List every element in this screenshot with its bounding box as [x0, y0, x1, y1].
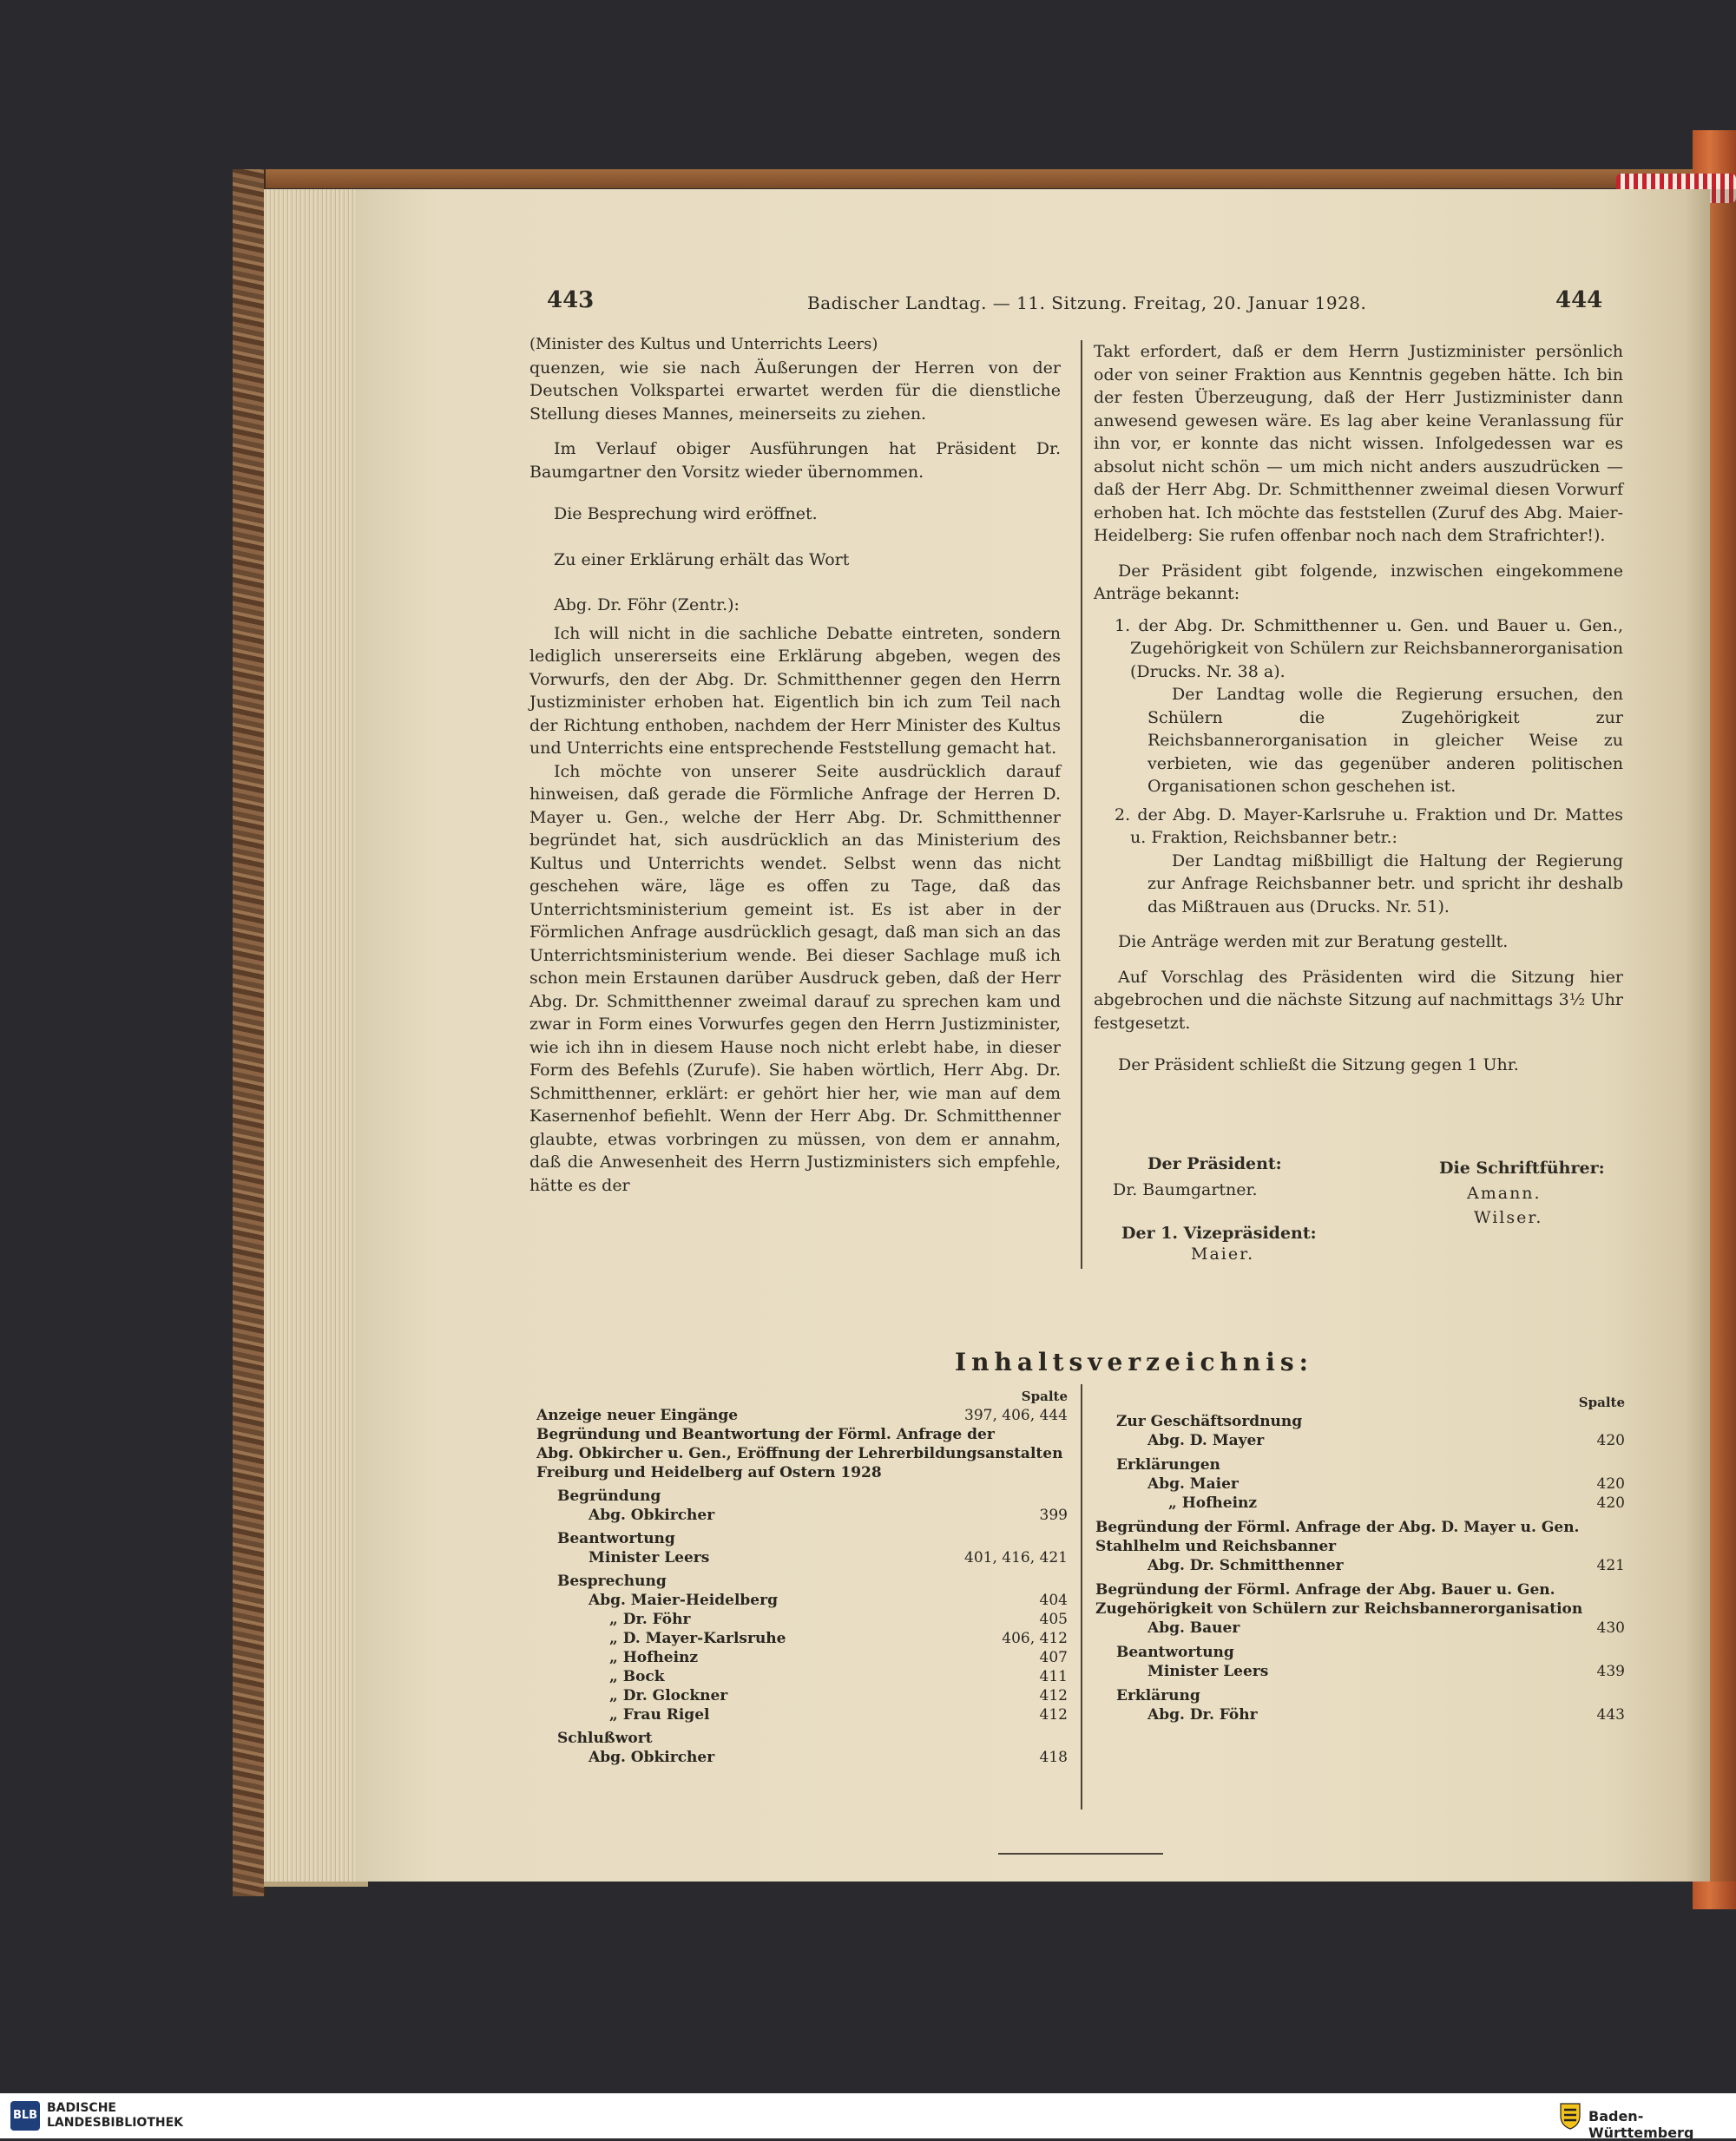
vice-president-label: Der 1. Vizepräsident: — [1121, 1224, 1317, 1243]
secretary-name: Wilser. — [1474, 1208, 1543, 1227]
toc-entry-page: 399 — [1039, 1507, 1068, 1524]
toc-entry — [1095, 1662, 1625, 1681]
motion-text: Der Landtag mißbilligt die Haltung der Regierung zur Anfrage Reichsbanner betr. und spricht ihr deshalb das Mißtrauen aus (Drucks. Nr. 51). — [1147, 850, 1623, 916]
toc-entry-page: 404 — [1039, 1592, 1068, 1609]
toc-entry-text: Abg. Obkircher u. Gen., Eröffnung der Lehrerbildungsanstalten — [536, 1445, 1063, 1462]
toc-entry — [536, 1548, 1068, 1567]
blb-name[interactable] — [47, 2101, 183, 2131]
toc-entry-page: 407 — [1039, 1649, 1068, 1666]
toc-entry-text: Begründung und Beantwortung der Förml. Anfrage der — [536, 1426, 995, 1443]
toc-entry-page: 421 — [1596, 1557, 1625, 1574]
vice-president-name: Maier. — [1191, 1245, 1255, 1264]
toc-entry — [536, 1648, 1068, 1667]
paragraph: Ich möchte von unserer Seite ausdrücklich darauf hinweisen, daß gerade die Förmliche Anfrage der Herren D. Mayer u. Gen., welche der Herr Abg. Dr. Schmitthenner begründet hat, sich ausdrücklich an das Ministerium des Kultus und Unterrichts wendet. Selbst wenn das nicht geschehen wäre, läge es offen zu Tage, daß das Unterrichtsministerium gemeint ist. Es ist aber in der Förmlichen Anfrage ausdrücklich gesagt, daß man sich an das Unterrichtsministerium wende. Bei dieser Sachlage muß ich schon mein Erstaunen darüber Ausdruck geben, daß der Herr Abg. Dr. Schmitthenner zweimal darauf zu sprechen kam und zwar in Form eines Vorwurfes gegen den Herrn Justizminister, wie ich ihn in diesem Hause noch nicht erlebt habe, in dieser Form des Befehls (Zurufe). Sie haben wörtlich, Herr Abg. Dr. Schmitthenner, erklärt: er gehört hier her, wie man auf dem Kasernenhof befiehlt. Wenn der Herr Abg. Dr. Schmitthenner glaubte, etwas vorbringen zu müssen, von dem er annahm, daß die Anwesenheit des Herrn Justizministers sich empfehle, hätte es der — [529, 761, 1061, 1195]
minister-context-line: (Minister des Kultus und Unterrichts Leers) — [529, 335, 878, 353]
paragraph: Auf Vorschlag des Präsidenten wird die Sitzung hier abgebrochen und die nächste Sitzung auf nachmittags 3½ Uhr festgesetzt. — [1094, 967, 1623, 1033]
toc-entry — [1095, 1643, 1625, 1662]
right-text-column — [1094, 340, 1623, 1077]
toc-entry-page: 412 — [1039, 1687, 1068, 1704]
column-divider — [1081, 340, 1082, 1269]
paragraph: Im Verlauf obiger Ausführungen hat Präsident Dr. Baumgartner den Vorsitz wieder übernommen. — [529, 439, 1061, 482]
toc-entry-text: Minister Leers — [1147, 1663, 1269, 1680]
toc-entry-page: 412 — [1039, 1706, 1068, 1724]
toc-column-header: Spalte — [1578, 1395, 1625, 1410]
toc-entry — [536, 1425, 1068, 1444]
toc-entry — [536, 1506, 1068, 1525]
state-name[interactable]: Baden-Württemberg — [1588, 2108, 1694, 2141]
toc-entry — [1095, 1580, 1625, 1599]
right-page-number: 444 — [1555, 287, 1603, 313]
running-head: Badischer Landtag. — 11. Sitzung. Freitag, 20. Januar 1928. — [807, 292, 1367, 313]
toc-entry-text: Abg. Bauer — [1147, 1619, 1240, 1637]
toc-title: Inhaltsverzeichnis: — [955, 1348, 1313, 1376]
paragraph: Die Anträge werden mit zur Beratung gestellt. — [1118, 932, 1509, 951]
toc-entry-text: Anzeige neuer Eingänge — [536, 1407, 739, 1424]
toc-entry-text: Freiburg und Heidelberg auf Ostern 1928 — [536, 1464, 882, 1481]
toc-entry-text: Erklärung — [1116, 1687, 1200, 1704]
toc-entry — [1095, 1455, 1625, 1474]
toc-entry — [1095, 1518, 1625, 1537]
toc-entry-page: 401, 416, 421 — [964, 1549, 1068, 1566]
paragraph: quenzen, wie sie nach Äußerungen der Herren von der Deutschen Volkspartei erwartet werden für die dienstliche Stellung dieses Mannes, meinerseits zu ziehen. — [529, 358, 1061, 424]
toc-entry-text: „ Dr. Glockner — [609, 1687, 728, 1704]
toc-entry — [1095, 1705, 1625, 1724]
toc-entry — [536, 1591, 1068, 1610]
toc-entry-page: 397, 406, 444 — [964, 1407, 1068, 1424]
toc-entry — [536, 1529, 1068, 1548]
toc-entry-page: 420 — [1596, 1494, 1625, 1512]
paragraph: Ich will nicht in die sachliche Debatte eintreten, sondern lediglich unsererseits eine Erklärung abgeben, wegen des Vorwurfs, den der Abg. Dr. Schmitthenner gegen den Herrn Justizminister erhoben hat. Eigentlich bin ich zum Teil nach der Richtung enthoben, nachdem der Herr Minister des Kultus und Unterrichts eine entsprechende Feststellung gemacht hat. — [529, 623, 1061, 758]
toc-entry-text: Begründung der Förml. Anfrage der Abg. D. Mayer u. Gen. — [1095, 1519, 1580, 1536]
left-text-column — [529, 333, 1061, 1197]
secretary-name: Amann. — [1467, 1184, 1542, 1203]
toc-entry-text: Beantwortung — [557, 1530, 675, 1547]
toc-entry-page: 411 — [1039, 1668, 1068, 1685]
toc-entry — [536, 1444, 1068, 1463]
speaker-line: Abg. Dr. Föhr (Zentr.): — [554, 595, 740, 614]
toc-entry-text: Abg. Maier-Heidelberg — [589, 1592, 778, 1609]
president-label: Der Präsident: — [1147, 1154, 1282, 1173]
toc-entry-text: Erklärungen — [1116, 1456, 1220, 1474]
gutter-shadow — [1684, 189, 1736, 1882]
toc-entry — [1095, 1474, 1625, 1494]
toc-entry — [536, 1572, 1068, 1591]
toc-entry — [1095, 1494, 1625, 1513]
toc-entry-text: Schlußwort — [557, 1730, 653, 1747]
left-page-number: 443 — [547, 287, 595, 313]
president-name: Dr. Baumgartner. — [1113, 1180, 1258, 1199]
toc-entry — [1095, 1412, 1625, 1431]
toc-entry-text: „ Frau Rigel — [609, 1706, 710, 1724]
blb-name-line2: LANDESBIBLIOTHEK — [47, 2116, 184, 2130]
paragraph: Takt erfordert, daß er dem Herrn Justizminister persönlich oder von seiner Fraktion aus Kenntnis gegeben hätte. Ich bin der festen Überzeugung, daß der Herr Justizminister dann anwesend gewesen wäre. Es lag aber keine Veranlassung für ihn vor, er konnte das nicht wissen. Infolgedessen war es absolut nicht schön — um mich nicht anders auszudrücken — daß der Herr Abg. Dr. Schmitthenner zweimal diesen Vorwurf erhoben hat. Ich möchte das feststellen (Zuruf des Abg. Maier-Heidelberg: Sie rufen offenbar noch nach dem Strafrichter!). — [1094, 342, 1623, 545]
toc-entry-text: Abg. Dr. Föhr — [1147, 1706, 1258, 1724]
toc-left-column — [536, 1387, 1068, 1767]
toc-entry-text: „ Hofheinz — [609, 1649, 699, 1666]
toc-entry — [1095, 1619, 1625, 1638]
toc-entry-text: Begründung der Förml. Anfrage der Abg. Bauer u. Gen. — [1095, 1581, 1555, 1599]
toc-entry-text: Abg. Maier — [1147, 1475, 1239, 1493]
toc-entry-text: Begründung — [557, 1488, 661, 1505]
toc-entry — [536, 1686, 1068, 1705]
toc-entry-page: 430 — [1596, 1619, 1625, 1637]
toc-entry-text: Abg. D. Mayer — [1147, 1432, 1265, 1449]
toc-entry-page: 418 — [1039, 1749, 1068, 1766]
toc-entry-text: Besprechung — [557, 1573, 667, 1590]
toc-entry-text: Zugehörigkeit von Schülern zur Reichsbannerorganisation — [1095, 1600, 1583, 1618]
toc-entry — [536, 1729, 1068, 1748]
motion-item: 1. der Abg. Dr. Schmitthenner u. Gen. und Bauer u. Gen., Zugehörigkeit von Schülern zur Reichsbannerorganisation (Drucks. Nr. 38 a). — [1115, 615, 1623, 681]
toc-entry-text: Abg. Obkircher — [589, 1749, 715, 1766]
book-cover-top — [233, 169, 1726, 188]
toc-entry — [536, 1705, 1068, 1724]
paragraph: Der Präsident gibt folgende, inzwischen eingekommene Anträge bekannt: — [1094, 561, 1623, 603]
toc-entry-text: „ Dr. Föhr — [609, 1611, 691, 1628]
toc-entry — [536, 1610, 1068, 1629]
toc-entry-text: Abg. Dr. Schmitthenner — [1147, 1557, 1344, 1574]
toc-entry — [536, 1463, 1068, 1482]
paragraph: Die Besprechung wird eröffnet. — [554, 504, 818, 523]
blb-logo[interactable]: BLB — [10, 2101, 40, 2131]
toc-entry — [1095, 1599, 1625, 1619]
toc-entry — [1095, 1556, 1625, 1575]
toc-entry-page: 405 — [1039, 1611, 1068, 1628]
toc-entry — [536, 1406, 1068, 1425]
toc-entry-text: „ Bock — [609, 1668, 665, 1685]
toc-right-column — [1095, 1393, 1625, 1724]
toc-column-divider — [1081, 1384, 1082, 1809]
page-stack — [264, 189, 368, 1887]
toc-entry-text: Beantwortung — [1116, 1644, 1234, 1661]
baden-wuerttemberg-coat-of-arms-icon — [1559, 2102, 1581, 2130]
toc-entry — [1095, 1431, 1625, 1450]
toc-entry-page: 443 — [1596, 1706, 1625, 1724]
toc-entry-page: 420 — [1596, 1475, 1625, 1493]
toc-entry — [1095, 1686, 1625, 1705]
toc-entry-text: „ Hofheinz — [1168, 1494, 1258, 1512]
footer-bar — [0, 2093, 1736, 2141]
toc-entry — [536, 1748, 1068, 1767]
blb-name-line1: BADISCHE — [47, 2101, 116, 2115]
toc-entry — [1095, 1537, 1625, 1556]
paragraph: Zu einer Erklärung erhält das Wort — [554, 549, 850, 569]
toc-entry-text: Abg. Obkircher — [589, 1507, 715, 1524]
book-cover-left — [233, 169, 266, 1896]
toc-entry — [536, 1487, 1068, 1506]
toc-entry-text: Stahlhelm und Reichsbanner — [1095, 1538, 1337, 1555]
toc-entry-text: Zur Geschäftsordnung — [1116, 1413, 1303, 1430]
paragraph: Der Präsident schließt die Sitzung gegen 1 Uhr. — [1118, 1055, 1519, 1074]
toc-entry-text: Minister Leers — [589, 1549, 710, 1566]
toc-column-header: Spalte — [1021, 1389, 1068, 1404]
toc-entry — [536, 1629, 1068, 1648]
secretaries-label: Die Schriftführer: — [1439, 1159, 1605, 1178]
toc-entry — [536, 1667, 1068, 1686]
toc-entry-text: „ D. Mayer-Karlsruhe — [609, 1630, 786, 1647]
toc-entry-page: 439 — [1596, 1663, 1625, 1680]
toc-entry-page: 406, 412 — [1002, 1630, 1068, 1647]
end-rule — [998, 1853, 1163, 1855]
motion-text: Der Landtag wolle die Regierung ersuchen, den Schülern die Zugehörigkeit zur Reichsbannerorganisation in gleicher Weise zu verbieten, wie das gegenüber anderen politischen Organisationen schon geschehen ist. — [1147, 685, 1623, 796]
motion-item: 2. der Abg. D. Mayer-Karlsruhe u. Fraktion und Dr. Mattes u. Fraktion, Reichsbanner betr.: — [1115, 805, 1623, 847]
toc-entry-page: 420 — [1596, 1432, 1625, 1449]
